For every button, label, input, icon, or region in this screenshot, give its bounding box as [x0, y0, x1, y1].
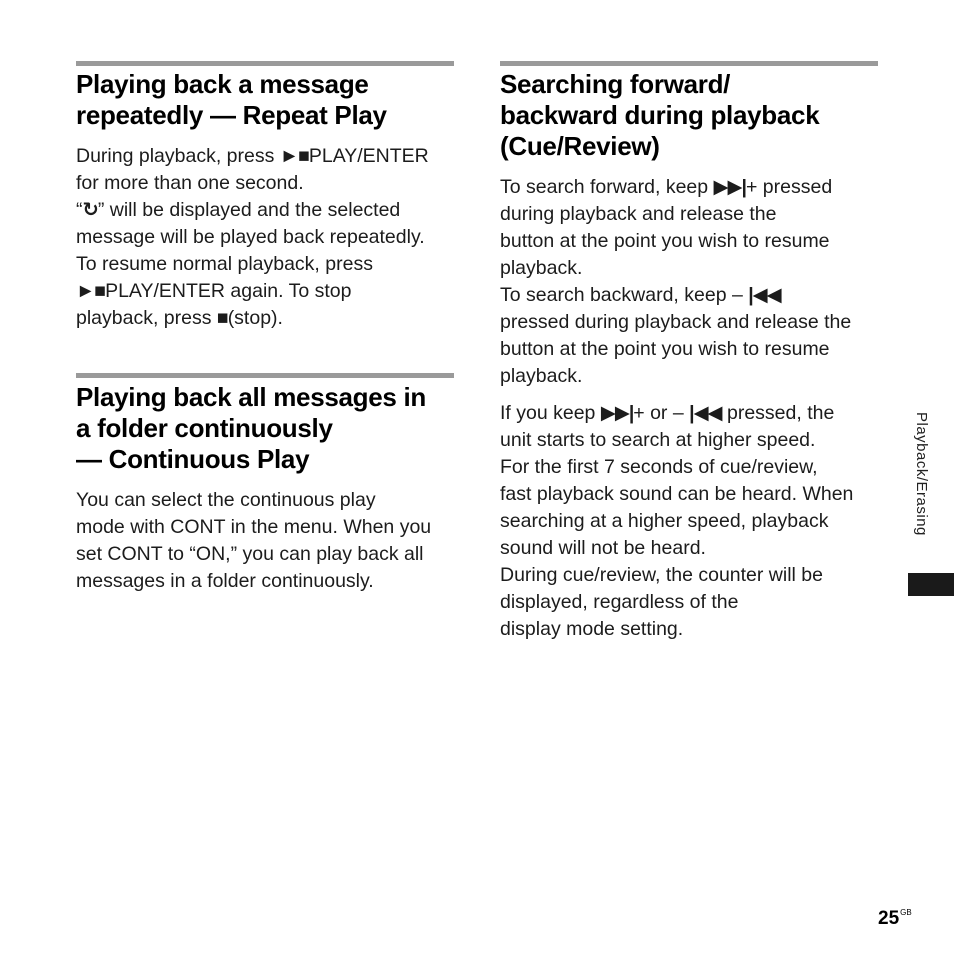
section-title: Searching forward/ backward during playback (Cue/Review) [500, 69, 820, 161]
section-title: Playing back all messages in a folder continuously — Continuous Play [76, 382, 427, 474]
fast-forward-icon: ▶▶| [600, 402, 634, 424]
page-number: $25^{GB}$ [878, 908, 912, 929]
section-rule [76, 61, 454, 66]
section-rule [76, 373, 454, 378]
rewind-icon: |◀◀ [689, 402, 722, 424]
cue-body-1: To search forward, keep ▶▶|+ pressed during playback and release the button at the point you wish to resume playback. To search backward, keep – |◀◀ pressed during playback and release the button at the point you wish to resume playback. [500, 176, 852, 387]
side-tab-label: Playback/Erasing [913, 412, 930, 536]
section-rule [500, 61, 878, 66]
section-title: Playing back a message repeatedly — Repeat Play [76, 69, 387, 130]
play-stop-icon: ►■ [279, 145, 309, 167]
continuous-body: You can select the continuous play mode with CONT in the menu. When you set CONT to “ON,” you can play back all messages in a folder continuously. [76, 489, 432, 592]
fast-forward-icon: ▶▶| [713, 176, 746, 198]
side-tab-marker [908, 573, 954, 596]
section-cue-review [500, 61, 878, 643]
section-continuous-play [76, 373, 454, 595]
play-stop-icon: ►■ [76, 280, 106, 302]
rewind-icon: |◀◀ [748, 284, 781, 306]
repeat-body: During playback, press ►■PLAY/ENTER for more than one second. “↻” will be displayed and the selected message will be played back repeatedly. To resume normal playback, press ►■PLAY/ENTER again. To stop playback, press ■(stop). [76, 145, 429, 329]
repeat-icon: ↻ [82, 199, 98, 221]
cue-body-2: If you keep ▶▶|+ or – |◀◀ pressed, the unit starts to search at higher speed. For the first 7 seconds of cue/review, fast playback sound can be heard. When searching at a higher speed, playback sound will not be heard. During cue/review, the counter will be displayed, regardless of the display mode setting. [500, 402, 854, 640]
stop-icon: ■ [216, 307, 228, 329]
section-repeat-play [76, 61, 454, 332]
